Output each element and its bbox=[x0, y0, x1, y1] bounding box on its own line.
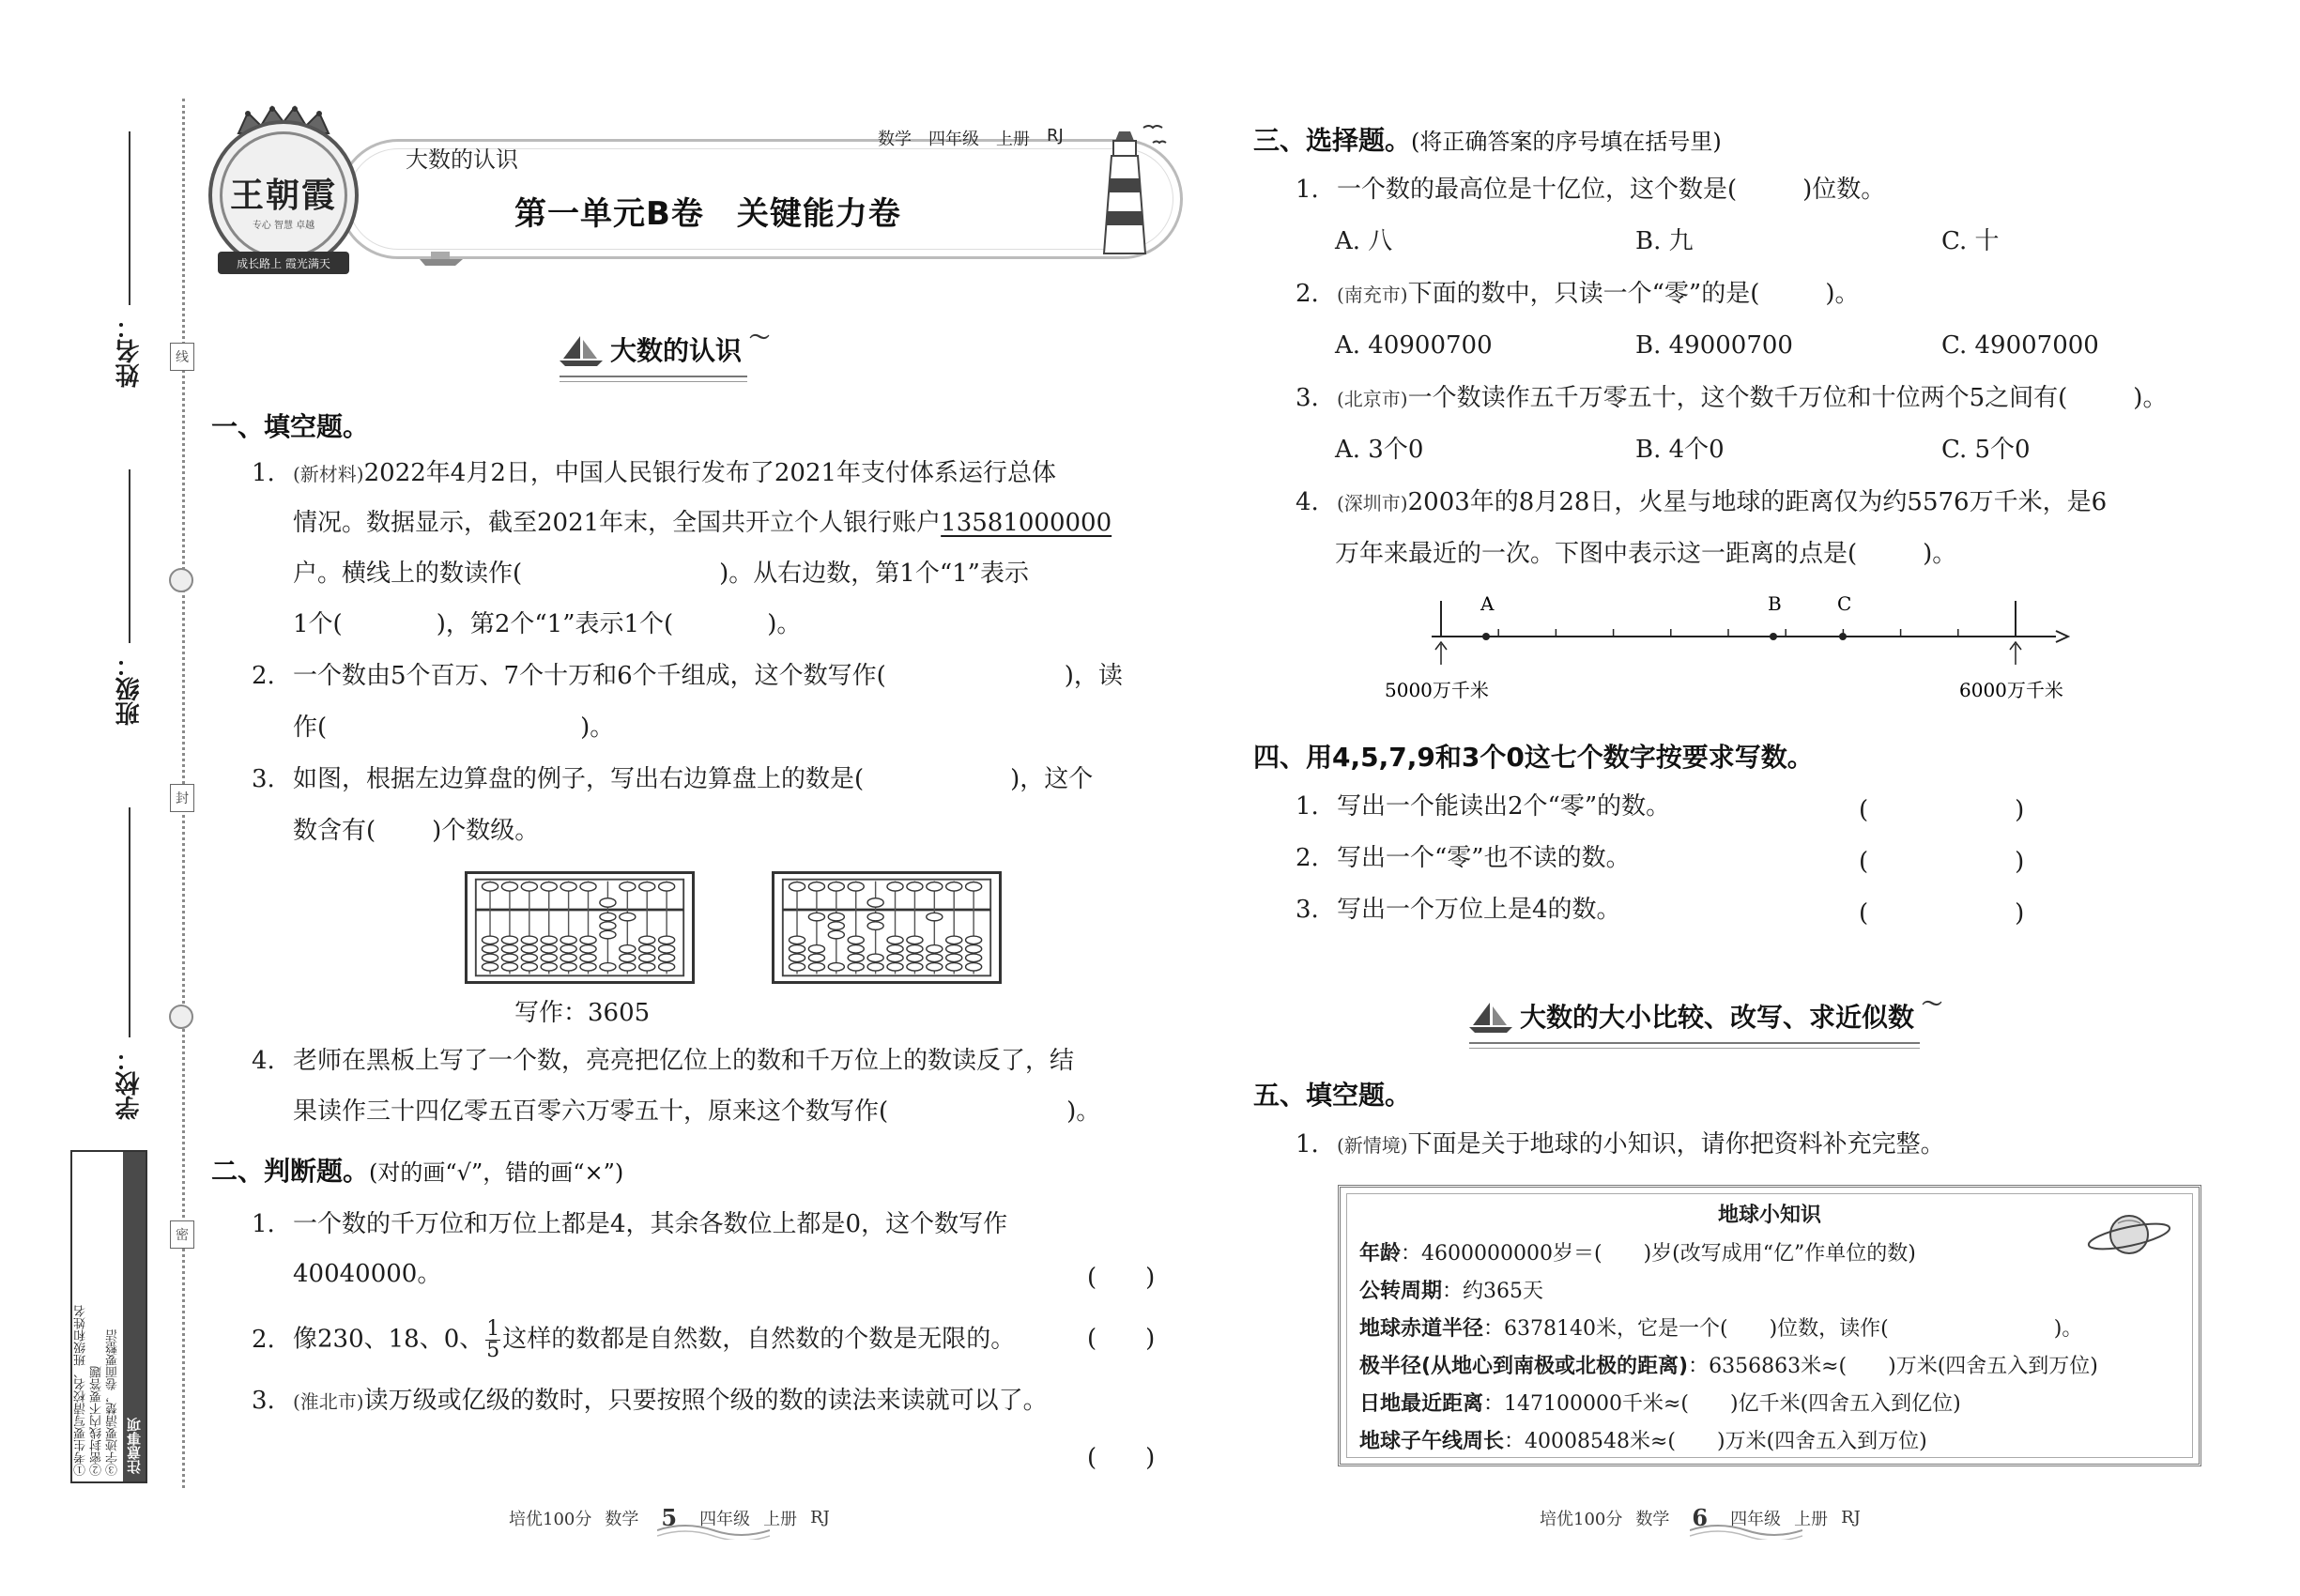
abacus-bead bbox=[887, 945, 903, 954]
boat-icon bbox=[418, 246, 465, 267]
choice-q1-option-a[interactable]: A. 八 bbox=[1335, 227, 1393, 255]
abacus-bead bbox=[867, 963, 883, 972]
meta-subject: 数学 bbox=[878, 130, 912, 149]
abacus-bead bbox=[580, 936, 596, 944]
notice-box bbox=[70, 1150, 147, 1483]
sailboat-icon bbox=[560, 334, 603, 368]
abacus-bead bbox=[887, 882, 903, 892]
meta-grade: 四年级 bbox=[928, 130, 979, 149]
write-q1: 1. 写出一个能读出2个“零”的数。 bbox=[1296, 792, 1671, 821]
info-row-sun-distance: 日地最近距离：147100000千米≈( )亿千米(四舍五入到亿位) bbox=[1359, 1392, 1961, 1416]
abacus-bead bbox=[808, 963, 824, 972]
point-a-label: A bbox=[1480, 592, 1495, 615]
abacus-bead bbox=[789, 882, 805, 892]
abacus-bead bbox=[560, 954, 576, 962]
choice-q1-option-b[interactable]: B. 九 bbox=[1635, 227, 1694, 255]
abacus-bead bbox=[620, 913, 636, 921]
abacus-bead bbox=[907, 945, 923, 954]
name-label: 姓名： bbox=[115, 315, 144, 388]
header-meta bbox=[878, 126, 1064, 150]
logo-subtitle: 专心 智慧 卓越 bbox=[252, 221, 315, 231]
judge-q1-line2: 40040000。 bbox=[293, 1260, 442, 1288]
footer-right: 培优100分 数学 6 四年级 上册 RJ bbox=[1540, 1504, 1861, 1531]
abacus-bead bbox=[560, 936, 576, 944]
choice-q2-option-b[interactable]: B. 49000700 bbox=[1635, 331, 1793, 360]
abacus-bead bbox=[867, 913, 883, 921]
abacus-bead bbox=[482, 945, 498, 954]
abacus-bead bbox=[907, 882, 923, 892]
abacus-bead bbox=[946, 954, 962, 962]
section-title-right bbox=[1469, 993, 1943, 1035]
abacus-bead bbox=[620, 954, 636, 962]
abacus-bead bbox=[541, 945, 557, 954]
abacus-bead bbox=[867, 922, 883, 930]
choice-q1-option-c[interactable]: C. 十 bbox=[1941, 227, 2000, 255]
abacus-bead bbox=[482, 963, 498, 972]
point-a bbox=[1482, 633, 1490, 640]
info-title: 地球小知识 bbox=[1717, 1204, 1821, 1227]
punch-hole-icon bbox=[169, 568, 193, 592]
judge-q3: 3. (淮北市)读万级或亿级的数时，只要按照个级的数的读法来读就可以了。 bbox=[252, 1387, 1048, 1415]
abacus-bead bbox=[946, 882, 962, 892]
abacus-bead bbox=[966, 882, 982, 892]
q1-line2: 情况。数据显示，截至2021年末，全国共开立个人银行账户13581000000 bbox=[293, 509, 1112, 537]
judge-answer-box[interactable]: ( ) bbox=[1087, 1444, 1156, 1472]
q2-line2: 作( )。 bbox=[293, 714, 615, 742]
abacus-bead bbox=[946, 945, 962, 954]
choice-q3: 3. (北京市)一个数读作五千万零五十，这个数千万位和十位两个5之间有( )。 bbox=[1296, 384, 2168, 412]
footer-left: 培优100分 数学 5 四年级 上册 RJ bbox=[509, 1504, 830, 1531]
abacus-bead bbox=[541, 936, 557, 944]
abacus-bead bbox=[867, 954, 883, 962]
abacus-bead bbox=[659, 963, 675, 972]
choice-q2-option-a[interactable]: A. 40900700 bbox=[1335, 331, 1493, 360]
abacus-bead bbox=[966, 945, 982, 954]
abacus-bead bbox=[808, 945, 824, 954]
abacus-bead bbox=[848, 936, 864, 944]
school-field[interactable] bbox=[111, 807, 148, 1120]
abacus-bead bbox=[521, 882, 537, 892]
q4-line2: 果读作三十四亿零五百零六万零五十，原来这个数写作( )。 bbox=[293, 1097, 1101, 1126]
abacus-bead bbox=[560, 963, 576, 972]
number-line-right-label: 6000万千米 bbox=[1959, 679, 2063, 701]
part5-heading: 五、填空题。 bbox=[1253, 1080, 1412, 1111]
abacus-bead bbox=[927, 882, 943, 892]
earth-info-box bbox=[1338, 1185, 2201, 1466]
abacus-bead bbox=[639, 945, 655, 954]
abacus-bead bbox=[966, 963, 982, 972]
number-line bbox=[1375, 582, 2070, 714]
header-topic: 大数的认识 bbox=[406, 146, 518, 173]
abacus-bead bbox=[946, 936, 962, 944]
abacus-bead bbox=[828, 963, 844, 972]
point-b-label: B bbox=[1768, 592, 1782, 615]
abacus-bead bbox=[580, 954, 596, 962]
choice-q4-line2: 万年来最近的一次。下图中表示这一距离的点是( )。 bbox=[1335, 540, 1957, 568]
abacus-bead bbox=[659, 936, 675, 944]
abacus-bead bbox=[639, 882, 655, 892]
abacus-bead bbox=[501, 882, 517, 892]
abacus-bead bbox=[580, 882, 596, 892]
underlined-number: 13581000000 bbox=[941, 509, 1112, 537]
abacus-bead bbox=[501, 945, 517, 954]
abacus-bead bbox=[828, 930, 844, 939]
abacus-bead bbox=[828, 913, 844, 921]
abacus-bead bbox=[482, 936, 498, 944]
q1-line1: 1. (新材料)2022年4月2日，中国人民银行发布了2021年支付体系运行总体 bbox=[252, 459, 1057, 487]
abacus-bead bbox=[620, 963, 636, 972]
abacus-bead bbox=[828, 922, 844, 930]
write-q3: 3. 写出一个万位上是4的数。 bbox=[1296, 896, 1621, 924]
q3-line1: 3. 如图，根据左边算盘的例子，写出右边算盘上的数是( )，这个 bbox=[252, 765, 1094, 793]
planet-icon bbox=[2082, 1206, 2176, 1263]
info-row-equator: 地球赤道半径：6378140米，它是一个( )位数，读作( )。 bbox=[1359, 1317, 2083, 1341]
abacus-bead bbox=[521, 963, 537, 972]
abacus-bead bbox=[848, 882, 864, 892]
point-c-label: C bbox=[1837, 592, 1852, 615]
sailboat-icon bbox=[1469, 1001, 1512, 1035]
abacus-question bbox=[772, 871, 1002, 984]
q4-line1: 4. 老师在黑板上写了一个数，亮亮把亿位上的数和千万位上的数读反了，结 bbox=[252, 1047, 1075, 1075]
cut-mark-dense: 密 bbox=[170, 1220, 194, 1249]
abacus-bead bbox=[907, 936, 923, 944]
binding-margin bbox=[0, 0, 188, 1596]
judge-q1-line1: 1. 一个数的千万位和万位上都是4，其余各数位上都是0，这个数写作 bbox=[252, 1210, 1008, 1238]
abacus-bead bbox=[600, 898, 616, 908]
info-row-age: 年龄：4600000000岁＝( )岁(改写成用“亿”作单位的数) bbox=[1359, 1242, 1916, 1266]
choice-q3-option-b[interactable]: B. 4个0 bbox=[1635, 436, 1725, 464]
school-label: 学校： bbox=[115, 1047, 144, 1120]
abacus-bead bbox=[789, 954, 805, 962]
abacus-bead bbox=[808, 882, 824, 892]
abacus-bead bbox=[600, 930, 616, 939]
write-answer-box[interactable]: ( ) bbox=[1859, 899, 2025, 928]
judge-q2: 2. 像230、18、0、 $\frac{1}{5}$ 这样的数都是自然数，自然数的个数是无限的。 bbox=[252, 1317, 1016, 1362]
abacus-bead bbox=[808, 913, 824, 921]
abacus-bead bbox=[560, 945, 576, 954]
logo-text: 王朝霞 bbox=[229, 176, 337, 215]
abacus-bead bbox=[828, 882, 844, 892]
abacus-bead bbox=[600, 922, 616, 930]
choice-q2-option-c[interactable]: C. 49007000 bbox=[1941, 331, 2099, 360]
abacus-bead bbox=[789, 945, 805, 954]
choice-q1: 1. 一个数的最高位是十亿位，这个数是( )位数。 bbox=[1296, 176, 1886, 204]
abacus-caption: 写作：3605 bbox=[514, 999, 651, 1027]
abacus-bead bbox=[907, 963, 923, 972]
choice-q3-option-c[interactable]: C. 5个0 bbox=[1941, 436, 2031, 464]
write-q2: 2. 写出一个“零”也不读的数。 bbox=[1296, 844, 1631, 872]
section-title-left bbox=[560, 327, 771, 368]
part3-heading: 三、选择题。(将正确答案的序号填在括号里) bbox=[1253, 125, 1722, 156]
abacus-bead bbox=[600, 913, 616, 921]
choice-q4-line1: 4. (深圳市)2003年的8月28日，火星与地球的距离仅为约5576万千米，是6 bbox=[1296, 488, 2108, 516]
q2-line1: 2. 一个数由5个百万、7个十万和6个千组成，这个数写作( )，读 bbox=[252, 662, 1123, 690]
punch-hole-icon bbox=[169, 1005, 193, 1029]
bird-icon: 〜 bbox=[1922, 993, 1943, 1017]
abacus-bead bbox=[521, 954, 537, 962]
class-field[interactable] bbox=[111, 469, 148, 726]
abacus-bead bbox=[639, 936, 655, 944]
footer-wave-icon bbox=[657, 1521, 770, 1540]
abacus-bead bbox=[580, 963, 596, 972]
q1-line3: 户。横线上的数读作( )。从右边数，第1个“1”表示 bbox=[293, 560, 1029, 588]
abacus-bead bbox=[639, 954, 655, 962]
abacus-bead bbox=[501, 954, 517, 962]
cut-mark-seal: 封 bbox=[170, 784, 194, 812]
info-row-polar: 极半径(从地心到南极或北极的距离)：6356863米≈( )万米(四舍五入到万位) bbox=[1359, 1355, 2098, 1378]
abacus-bead bbox=[848, 963, 864, 972]
meta-version: RJ bbox=[1047, 126, 1064, 146]
lighthouse-icon bbox=[1078, 122, 1172, 263]
abacus-bead bbox=[541, 963, 557, 972]
abacus-bead bbox=[620, 945, 636, 954]
abacus-bead bbox=[659, 945, 675, 954]
footer-wave-icon bbox=[1690, 1521, 1802, 1540]
abacus-bead bbox=[501, 936, 517, 944]
q3-line2: 数含有( )个数级。 bbox=[293, 817, 540, 845]
number-line-left-label: 5000万千米 bbox=[1385, 679, 1489, 701]
abacus-bead bbox=[848, 954, 864, 962]
abacus-bead bbox=[927, 954, 943, 962]
point-c bbox=[1839, 633, 1847, 640]
part2-heading: 二、判断题。(对的画“√”，错的画“×”) bbox=[211, 1156, 624, 1187]
abacus-bead bbox=[600, 963, 616, 972]
abacus-bead bbox=[789, 963, 805, 972]
choice-q3-option-a[interactable]: A. 3个0 bbox=[1335, 436, 1424, 464]
part1-heading: 一、填空题。 bbox=[211, 411, 370, 442]
abacus-bead bbox=[927, 963, 943, 972]
abacus-bead bbox=[966, 936, 982, 944]
abacus-bead bbox=[808, 954, 824, 962]
fraction: $\frac{1}{5}$ bbox=[486, 1317, 500, 1362]
abacus-bead bbox=[927, 913, 943, 921]
abacus-bead bbox=[887, 963, 903, 972]
abacus-bead bbox=[867, 898, 883, 908]
abacus-bead bbox=[659, 954, 675, 962]
abacus-bead bbox=[907, 954, 923, 962]
abacus-example bbox=[465, 871, 695, 984]
abacus-bead bbox=[639, 963, 655, 972]
info-row-orbit: 公转周期：约365天 bbox=[1359, 1280, 1544, 1303]
abacus-bead bbox=[541, 954, 557, 962]
part4-heading: 四、用4,5,7,9和3个0这七个数字按要求写数。 bbox=[1253, 742, 1814, 773]
abacus-bead bbox=[789, 936, 805, 944]
page-title: 第一单元B卷 关键能力卷 bbox=[514, 195, 901, 233]
cut-mark-line: 线 bbox=[170, 343, 194, 371]
abacus-bead bbox=[927, 945, 943, 954]
section-title-text: 大数的大小比较、改写、求近似数 bbox=[1520, 1002, 1915, 1033]
name-field[interactable] bbox=[111, 131, 148, 388]
judge-answer-box[interactable]: ( ) bbox=[1087, 1264, 1156, 1292]
write-answer-box[interactable]: ( ) bbox=[1859, 848, 2025, 876]
abacus-bead bbox=[501, 963, 517, 972]
notice-item: ①考生要写清校名、班级和姓名 bbox=[74, 1305, 89, 1476]
judge-answer-box[interactable]: ( ) bbox=[1087, 1325, 1156, 1353]
q1-line4: 1个( )，第2个“1”表示1个( )。 bbox=[293, 610, 802, 638]
abacus-bead bbox=[620, 882, 636, 892]
bird-icon: 〜 bbox=[749, 327, 771, 350]
abacus-bead bbox=[560, 882, 576, 892]
page-number: 6 bbox=[1692, 1504, 1709, 1531]
abacus-bead bbox=[541, 882, 557, 892]
logo-badge bbox=[208, 120, 359, 270]
abacus-bead bbox=[521, 936, 537, 944]
page-number: 5 bbox=[661, 1504, 678, 1531]
notice-item: ③字迹要清楚，卷面要整洁 bbox=[105, 1329, 120, 1476]
info-row-meridian: 地球子午线周长：40008548米≈( )万米(四舍五入到万位) bbox=[1359, 1430, 1927, 1453]
fill-q1: 1. (新情境)下面是关于地球的小知识，请你把资料补充完整。 bbox=[1296, 1130, 1945, 1159]
abacus-bead bbox=[887, 936, 903, 944]
class-label: 班级： bbox=[115, 652, 144, 726]
abacus-bead bbox=[946, 963, 962, 972]
notice-item: ②密封线内不要答题 bbox=[89, 1366, 104, 1476]
abacus-bead bbox=[887, 954, 903, 962]
point-b bbox=[1770, 633, 1777, 640]
abacus-bead bbox=[659, 882, 675, 892]
choice-q2: 2. (南充市)下面的数中，只读一个“零”的是( )。 bbox=[1296, 280, 1860, 308]
section-title-text: 大数的认识 bbox=[610, 335, 743, 366]
abacus-bead bbox=[482, 882, 498, 892]
abacus-bead bbox=[848, 945, 864, 954]
write-answer-box[interactable]: ( ) bbox=[1859, 796, 2025, 824]
abacus-bead bbox=[482, 954, 498, 962]
logo-ribbon: 成长路上 霞光满天 bbox=[218, 252, 349, 274]
abacus-bead bbox=[966, 954, 982, 962]
abacus-bead bbox=[580, 945, 596, 954]
meta-term: 上册 bbox=[996, 130, 1030, 149]
abacus-bead bbox=[521, 945, 537, 954]
notice-title: 注意事项 bbox=[123, 1152, 146, 1481]
